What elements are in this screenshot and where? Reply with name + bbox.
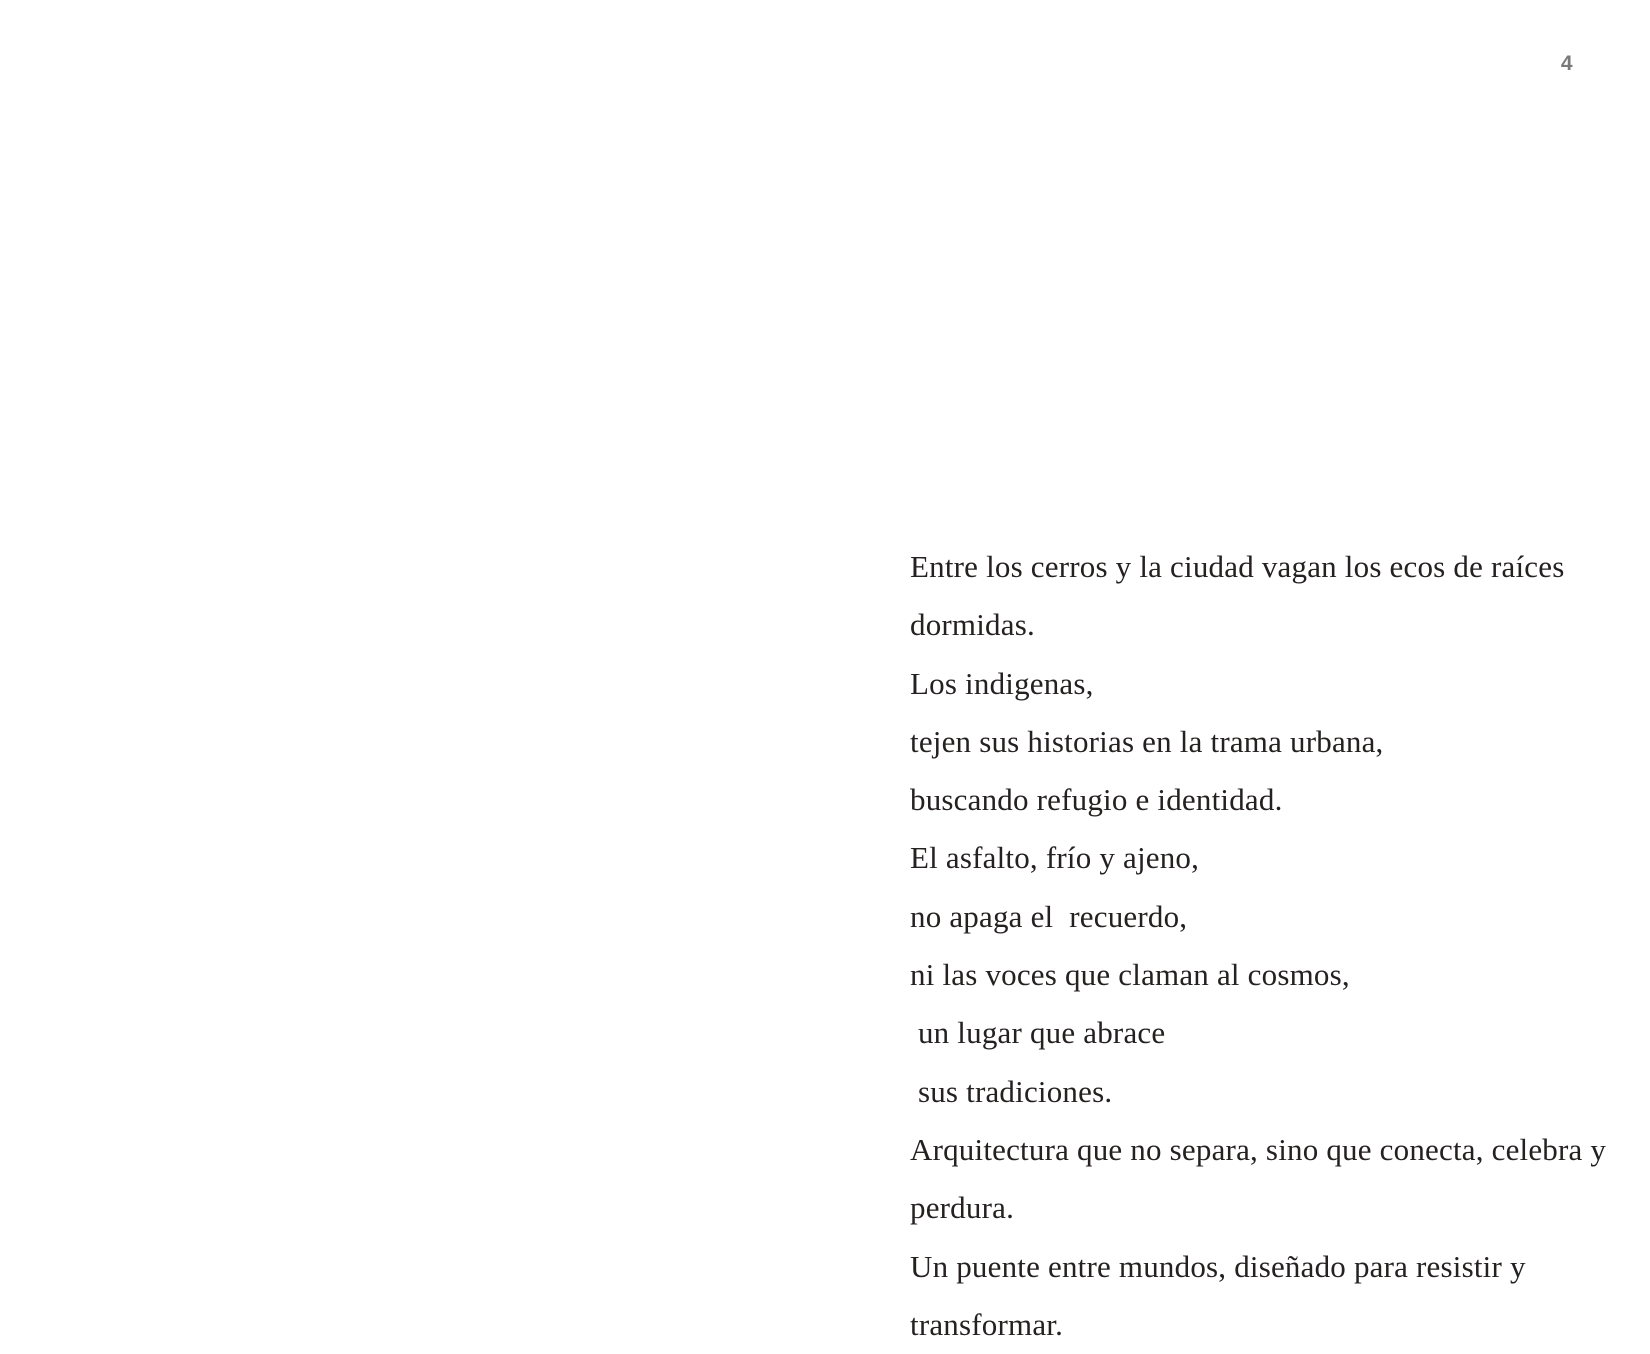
poem-line: Arquitectura que no separa, sino que conecta, celebra y perdura. bbox=[910, 1131, 1615, 1226]
poem-line: El asfalto, frío y ajeno, bbox=[910, 840, 1200, 876]
poem-line: tejen sus historias en la trama urbana, bbox=[910, 723, 1384, 759]
poem-line: sus tradiciones. bbox=[910, 1073, 1113, 1109]
poem-block bbox=[910, 538, 1630, 1354]
poem-line: un lugar que abrace bbox=[910, 1015, 1166, 1051]
poem-line: Los indigenas, bbox=[910, 665, 1094, 701]
poem-line: Entre los cerros y la ciudad vagan los ecos de raíces dormidas. bbox=[910, 549, 1573, 643]
page-number: 4 bbox=[1560, 52, 1574, 75]
poem-line: buscando refugio e identidad. bbox=[910, 782, 1283, 818]
poem-line: no apaga el recuerdo, bbox=[910, 898, 1188, 934]
poem-line: Un puente entre mundos, diseñado para resistir y transformar. bbox=[910, 1248, 1534, 1342]
poem-line: ni las voces que claman al cosmos, bbox=[910, 957, 1350, 993]
